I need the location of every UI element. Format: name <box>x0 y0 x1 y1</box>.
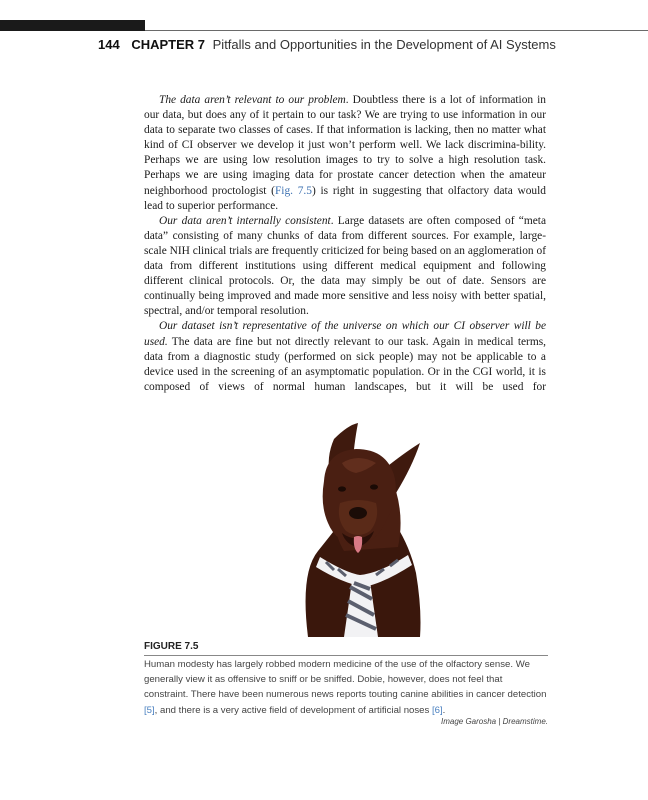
doberman-photo <box>300 423 424 637</box>
paragraph-lead: Our dataset isn’t representative of the universe on which our CI observer will be used. <box>144 320 546 348</box>
paragraph-text: . Large datasets are often composed of “meta data” consisting of many chunks of data from different sources. For example, large-scale NIH clinical trials are frequently criticized for being based on an agglomeration of data from different institutions using different medical equipment and following different clinical protocols. Or, the data may simply be out of date. Sensors are continually being improved and made more sensitive and less noisy with better spatial, spectral, and/or temporal resolution. <box>144 214 546 318</box>
paragraph-representative <box>144 319 546 394</box>
figure-rule <box>144 655 548 656</box>
caption-text: , and there is a very active field of development of artificial noses <box>154 704 432 716</box>
caption-text: . <box>442 704 446 716</box>
running-head <box>98 36 558 54</box>
chapter-title: Pitfalls and Opportunities in the Development of AI Systems <box>212 37 556 52</box>
header-rule <box>145 30 648 31</box>
paragraph-relevance <box>144 93 546 214</box>
figure-reference-link[interactable]: Fig. 7.5 <box>274 184 312 197</box>
body-text <box>144 93 546 395</box>
paragraph-text: ) is right in suggesting that olfactory data would lead to superior performance. <box>144 184 546 212</box>
figure-dog-image <box>300 423 424 637</box>
page-number: 144 <box>98 37 120 52</box>
header-bar <box>0 20 145 31</box>
caption-text: Human modesty has largely robbed modern medicine of the use of the olfactory sense. We generally view it as offensive to sniff or be sniffed. Dobie, however, does not feel that constraint. There have been numerous news reports touting canine abilities in cancer detection <box>144 659 547 701</box>
paragraph-lead: The data aren’t relevant to our problem <box>159 94 346 106</box>
chapter-label: CHAPTER 7 <box>131 37 206 52</box>
figure-label: FIGURE 7.5 <box>144 641 199 652</box>
paragraph-consistency <box>144 214 546 320</box>
paragraph-lead: Our data aren’t internally consistent <box>159 214 331 227</box>
citation-link[interactable]: [5] <box>144 704 155 716</box>
image-credit: Image Garosha | Dreamstime. <box>440 717 548 726</box>
citation-link[interactable]: [6] <box>431 704 443 716</box>
figure-caption <box>144 657 548 718</box>
paragraph-text: . Doubtless there is a lot of information in our data, but does any of it pertain to our task? We are trying to use information in our data to separate two classes of cases. If that information is lacking, then no matter what kind of CI observer we develop it just won’t perform well. We lack discrimina-bility. Perhaps we are using low resolution images to try to solve a high resolution task. Perhaps we are using imaging data for prostate cancer detection when the amateur neighborhood proctologist ( <box>144 94 546 197</box>
paragraph-text: The data are fine but not directly relevant to our task. Again in medical terms, data from a diagnostic study (performed on sick people) may not be applicable to a device used in the screening of an asymptomatic population. Or in the CGI world, it is composed of views of normal human landscapes, but it will be used for <box>144 335 546 393</box>
